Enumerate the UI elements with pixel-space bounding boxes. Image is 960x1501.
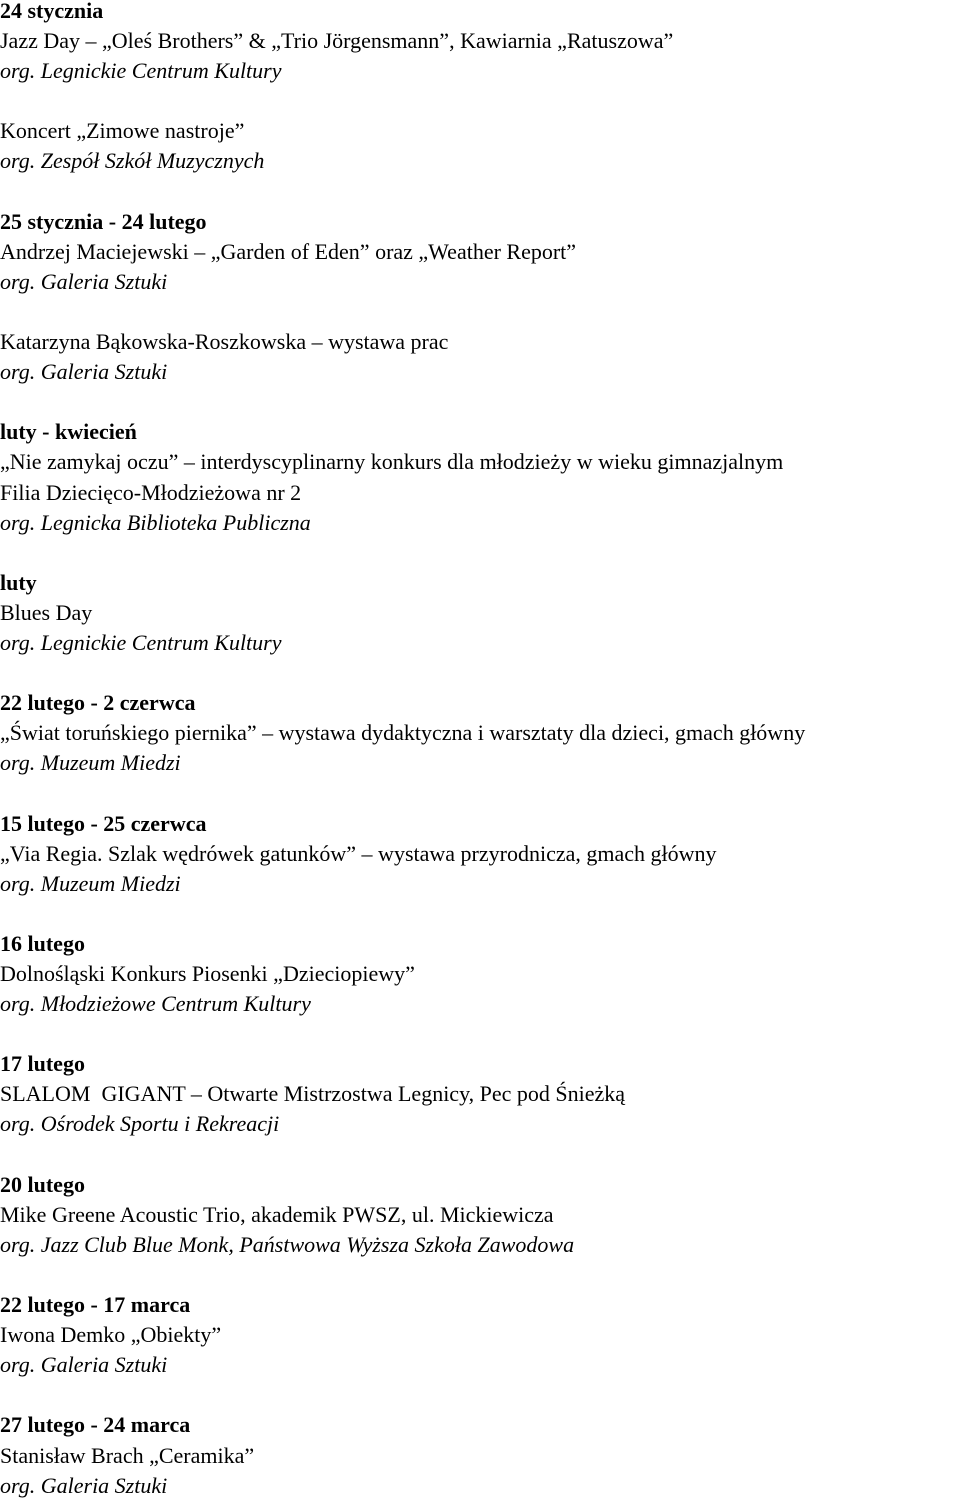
event-entry [0,1410,960,1500]
blank-line-separator [0,387,960,417]
blank-line-separator [0,1380,960,1410]
event-organizer: org. Galeria Sztuki [0,1352,168,1378]
event-title: Filia Dziecięco-Młodzieżowa nr 2 [0,479,302,505]
event-entry [0,0,960,86]
event-title: Katarzyna Bąkowska-Roszkowska – wystawa prac [0,329,449,355]
event-date: 20 lutego [0,1171,85,1197]
blank-line-separator [0,1019,960,1049]
blank-line-separator [0,86,960,116]
event-date: 27 lutego - 24 marca [0,1412,191,1438]
event-title: Andrzej Maciejewski – „Garden of Eden” oraz „Weather Report” [0,238,577,264]
event-title: SLALOM GIGANT – Otwarte Mistrzostwa Legnicy, Pec pod Śnieżką [0,1081,626,1107]
event-date: 15 lutego - 25 czerwca [0,810,207,836]
event-organizer: org. Zespół Szkół Muzycznych [0,148,265,174]
event-title: Koncert „Zimowe nastroje” [0,118,245,144]
blank-line-separator [0,1260,960,1290]
event-organizer: org. Muzeum Miedzi [0,750,181,776]
blank-line-separator [0,1140,960,1170]
event-organizer: org. Legnicka Biblioteka Publiczna [0,509,311,535]
event-entry [0,809,960,899]
event-date: 22 lutego - 2 czerwca [0,690,196,716]
event-organizer: org. Muzeum Miedzi [0,870,181,896]
event-date: 22 lutego - 17 marca [0,1292,191,1318]
event-title: Mike Greene Acoustic Trio, akademik PWSZ, ul. Mickiewicza [0,1201,554,1227]
event-entry [0,929,960,1019]
event-entry [0,207,960,297]
event-title: Jazz Day – „Oleś Brothers” & „Trio Jörgensmann”, Kawiarnia „Ratuszowa” [0,28,674,54]
event-organizer: org. Młodzieżowe Centrum Kultury [0,991,311,1017]
event-organizer: org. Legnickie Centrum Kultury [0,58,282,84]
event-entry [0,568,960,658]
event-organizer: org. Ośrodek Sportu i Rekreacji [0,1111,280,1137]
event-date: 16 lutego [0,930,85,956]
event-organizer: org. Galeria Sztuki [0,1472,168,1498]
event-title: Dolnośląski Konkurs Piosenki „Dzieciopiewy” [0,961,415,986]
event-entry [0,417,960,537]
blank-line-separator [0,778,960,808]
blank-line-separator [0,297,960,327]
blank-line-separator [0,177,960,207]
blank-line-separator [0,899,960,929]
event-organizer: org. Jazz Club Blue Monk, Państwowa Wyższa Szkoła Zawodowa [0,1231,575,1257]
event-organizer: org. Galeria Sztuki [0,359,168,385]
event-date: 25 stycznia - 24 lutego [0,208,207,234]
event-organizer: org. Galeria Sztuki [0,268,168,294]
event-entry [0,1049,960,1139]
event-entry [0,1170,960,1260]
blank-line-separator [0,538,960,568]
event-entry [0,1290,960,1380]
event-title: „Świat toruńskiego piernika” – wystawa dydaktyczna i warsztaty dla dzieci, gmach główny [0,720,806,746]
blank-line-separator [0,658,960,688]
event-date: luty - kwiecień [0,419,137,445]
event-title: Iwona Demko „Obiekty” [0,1322,222,1348]
event-entry [0,116,960,176]
event-title: „Via Regia. Szlak wędrówek gatunków” – wystawa przyrodnicza, gmach główny [0,840,717,866]
event-organizer: org. Legnickie Centrum Kultury [0,629,282,655]
event-entry [0,688,960,778]
event-entry [0,327,960,387]
event-title: Blues Day [0,599,93,625]
event-title: „Nie zamykaj oczu” – interdyscyplinarny konkurs dla młodzieży w wieku gimnazjalnym [0,449,784,475]
event-title: Stanisław Brach „Ceramika” [0,1442,255,1468]
event-date: 24 stycznia [0,0,104,23]
event-date: 17 lutego [0,1051,85,1077]
event-date: luty [0,569,37,595]
